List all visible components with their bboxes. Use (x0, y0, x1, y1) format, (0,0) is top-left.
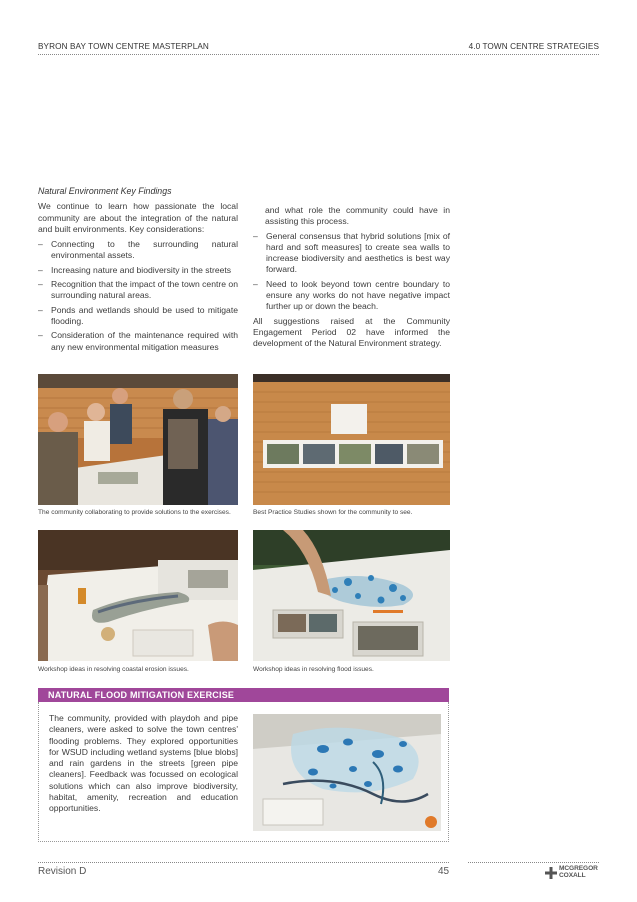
flood-model-photo (253, 714, 441, 831)
revision-label: Revision D (38, 866, 87, 877)
photo-caption: Best Practice Studies shown for the community to see. (253, 509, 413, 516)
logo-line: MCGREGOR (559, 865, 598, 872)
document-title: BYRON BAY TOWN CENTRE MASTERPLAN (38, 42, 209, 51)
photo-caption: Workshop ideas in resolving flood issues. (253, 666, 374, 673)
list-item: – Increasing nature and biodiversity in the streets (38, 265, 238, 276)
footer-divider (38, 862, 449, 863)
findings-subheading: Natural Environment Key Findings (38, 186, 172, 196)
list-item: – Need to look beyond town centre boundary to ensure any works do not have negative impact further up or down the beach. (253, 279, 450, 313)
findings-right-column (253, 205, 450, 354)
page-header (38, 42, 599, 58)
footer-divider-right (468, 862, 599, 863)
flood-workshop-photo (253, 530, 450, 661)
plus-cross-icon (545, 867, 557, 879)
page-number: 45 (438, 866, 450, 877)
mcgregor-coxall-logo (545, 866, 601, 880)
findings-intro: We continue to learn how passionate the local community are about the integration of the natural and built environments. Key considerations: (38, 201, 238, 234)
findings-left-column (38, 186, 238, 356)
findings-conclusion: All suggestions raised at the Community Engagement Period 02 have informed the development of the Natural Environment strategy. (253, 315, 450, 349)
findings-continued: and what role the community could have in assisting this process. (265, 205, 450, 227)
coastal-erosion-photo (38, 530, 238, 661)
logo-line: COXALL (559, 871, 586, 879)
section-title: 4.0 TOWN CENTRE STRATEGIES (468, 42, 599, 51)
photo-caption: The community collaborating to provide solutions to the exercises. (38, 509, 231, 516)
exercise-text: The community, provided with playdoh and pipe cleaners, were asked to solve the town centres' flooding problems. They explored opportunities for WSUD including wetland systems [blue blobs] and rain gardens in the streets [green pipe cleaners]. Feedback was focussed on ecological solutions which can also improve biodiversity, habitat, amenity, recreation and education opportunities. (49, 713, 238, 814)
list-item: – Ponds and wetlands should be used to mitigate flooding. (38, 305, 238, 328)
exercise-banner: NATURAL FLOOD MITIGATION EXERCISE (38, 688, 449, 702)
findings-list-right (253, 231, 450, 313)
list-item: – Consideration of the maintenance required with any new environmental mitigation measures (38, 330, 238, 353)
best-practice-photo (253, 374, 450, 505)
photo-caption: Workshop ideas in resolving coastal erosion issues. (38, 666, 189, 673)
community-photo (38, 374, 238, 505)
list-item: – Recognition that the impact of the town centre on surrounding natural areas. (38, 279, 238, 302)
list-item: – General consensus that hybrid solutions [mix of hard and soft measures] to create sea walls to increase biodiversity and aesthetics is best way forward. (253, 231, 450, 276)
findings-list-left (38, 239, 238, 353)
list-item: – Connecting to the surrounding natural environmental assets. (38, 239, 238, 262)
header-divider (38, 54, 599, 55)
